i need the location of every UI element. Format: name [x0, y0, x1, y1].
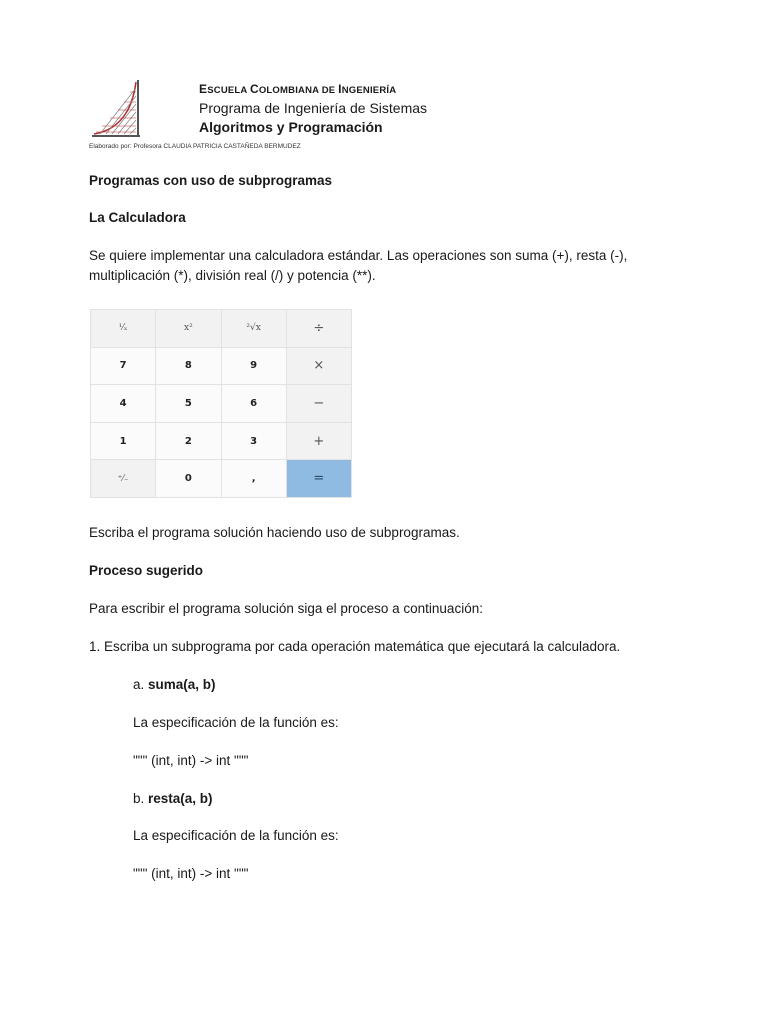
calc-key-14: 3 [222, 423, 286, 460]
school-logo [90, 78, 144, 142]
section-heading-calculator: La Calculadora [89, 210, 186, 225]
item-a: a. suma(a, b) [133, 677, 216, 692]
calc-key-3: ÷ [287, 310, 351, 347]
calc-key-0: ¹⁄ₓ [91, 310, 155, 347]
calc-key-10: 6 [222, 385, 286, 422]
calc-key-6: 9 [222, 348, 286, 385]
item-b-function: resta(a, b) [148, 791, 213, 806]
calc-key-18: , [222, 460, 286, 497]
calc-key-9: 5 [156, 385, 220, 422]
school-name: ESCUELA COLOMBIANA DE INGENIERÍA [199, 82, 397, 96]
calc-key-19: = [287, 460, 351, 497]
calculator-keypad-image [90, 309, 352, 498]
spec-label-b: La especificación de la función es: [133, 828, 339, 843]
process-heading: Proceso sugerido [89, 563, 204, 578]
calc-key-11: − [287, 385, 351, 422]
spec-b: """ (int, int) -> int """ [133, 866, 249, 881]
calc-key-4: 7 [91, 348, 155, 385]
instruction-text: Escriba el programa solución haciendo uso de subprogramas. [89, 525, 460, 540]
calc-key-2: ²√x [222, 310, 286, 347]
intro-line-2: multiplicación (*), división real (/) y potencia (**). [89, 268, 376, 283]
calc-key-13: 2 [156, 423, 220, 460]
item-b: b. resta(a, b) [133, 791, 213, 806]
calc-key-17: 0 [156, 460, 220, 497]
document-title: Programas con uso de subprogramas [89, 173, 333, 188]
spec-a: """ (int, int) -> int """ [133, 753, 249, 768]
calc-key-7: × [287, 348, 351, 385]
calc-key-12: 1 [91, 423, 155, 460]
program-name: Programa de Ingeniería de Sistemas [199, 100, 428, 116]
author-credit: Elaborado por: Profesora CLAUDIA PATRICIA CASTAÑEDA BERMUDEZ [89, 143, 301, 150]
calc-key-5: 8 [156, 348, 220, 385]
calc-key-8: 4 [91, 385, 155, 422]
item-a-function: suma(a, b) [148, 677, 216, 692]
process-intro: Para escribir el programa solución siga el proceso a continuación: [89, 601, 483, 616]
calc-key-16: ⁺⁄₋ [91, 460, 155, 497]
spec-label-a: La especificación de la función es: [133, 715, 339, 730]
calc-key-1: x² [156, 310, 220, 347]
step-1: 1. Escriba un subprograma por cada operación matemática que ejecutará la calculadora. [89, 639, 621, 654]
calc-key-15: + [287, 423, 351, 460]
course-name: Algoritmos y Programación [199, 119, 383, 135]
intro-line-1: Se quiere implementar una calculadora estándar. Las operaciones son suma (+), resta (-), [89, 248, 628, 263]
